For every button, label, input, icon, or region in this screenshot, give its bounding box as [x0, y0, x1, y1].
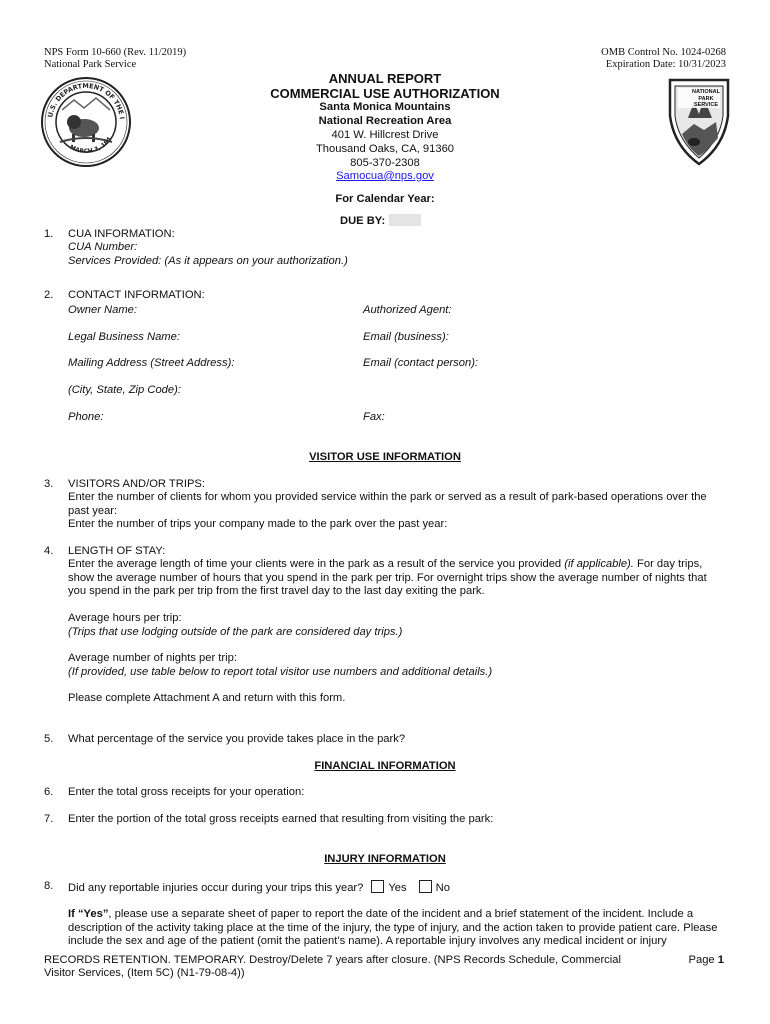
- section-number: 8.: [44, 880, 54, 892]
- length-of-stay-heading: LENGTH OF STAY:: [68, 545, 166, 557]
- injury-yes-label: Yes: [388, 882, 407, 894]
- financial-heading: FINANCIAL INFORMATION: [314, 760, 456, 772]
- section-number: 7.: [44, 813, 54, 825]
- city-state-zip-label: (City, State, Zip Code):: [68, 384, 181, 396]
- park-name-line1: Santa Monica Mountains: [319, 101, 451, 113]
- records-retention-note: RECORDS RETENTION. TEMPORARY. Destroy/Delete 7 years after closure. (NPS Records Schedule, Commercial Visitor Services, (Item 5C) (N1-79-08-4)): [44, 954, 621, 979]
- legal-business-name-label: Legal Business Name:: [68, 331, 180, 343]
- section-number: 4.: [44, 545, 54, 557]
- report-title: ANNUAL REPORT: [328, 71, 442, 86]
- attachment-instruction: Please complete Attachment A and return with this form.: [68, 692, 346, 704]
- average-nights-label: Average number of nights per trip:: [68, 652, 237, 664]
- section-number: 2.: [44, 289, 54, 301]
- park-phone: 805-370-2308: [350, 157, 420, 169]
- contact-info-heading: CONTACT INFORMATION:: [68, 289, 205, 301]
- phone-label: Phone:: [68, 411, 104, 423]
- section-number: 3.: [44, 478, 54, 490]
- park-gross-receipts-label: Enter the portion of the total gross receipts earned that resulting from visiting the park:: [68, 813, 494, 825]
- service-percentage-question: What percentage of the service you provide takes place in the park?: [68, 733, 406, 745]
- mailing-address-label: Mailing Address (Street Address):: [68, 357, 235, 369]
- section-number: 1.: [44, 228, 54, 240]
- form-number: NPS Form 10-660 (Rev. 11/2019): [44, 47, 187, 58]
- svg-text:U.S. DEPARTMENT OF THE INTERIO: U.S. DEPARTMENT OF THE I: [46, 81, 126, 120]
- page-number: Page 1: [688, 954, 724, 966]
- cua-info-heading: CUA INFORMATION:: [68, 228, 175, 240]
- nps-logo-word-1: NATIONAL: [691, 89, 720, 95]
- injury-yes-checkbox[interactable]: [371, 880, 384, 893]
- section-number: 5.: [44, 733, 54, 745]
- park-email-link[interactable]: Samocua@nps.gov: [336, 170, 434, 182]
- visitors-trips-heading: VISITORS AND/OR TRIPS:: [68, 478, 205, 490]
- nps-logo-word-2: PARK: [698, 95, 714, 102]
- nps-logo-word-3: SERVICE: [693, 102, 719, 108]
- average-hours-label: Average hours per trip:: [68, 612, 182, 624]
- due-by-label: DUE BY:: [340, 215, 386, 227]
- calendar-year-label: For Calendar Year:: [335, 193, 435, 205]
- section-number: 6.: [44, 786, 54, 798]
- due-by-field[interactable]: [389, 214, 421, 226]
- cua-number-label: CUA Number:: [68, 241, 138, 253]
- average-nights-note: (If provided, use table below to report total visitor use numbers and additional details.): [68, 666, 493, 678]
- park-street-address: 401 W. Hillcrest Drive: [331, 129, 439, 141]
- email-contact-label: Email (contact person):: [363, 357, 479, 369]
- injury-instruction: If “Yes”, please use a separate sheet of paper to report the date of the incident and a brief statement of the incident. Include a description of the activity taking place at the time of the injury, the type of injury, and the action taken to provide patient care. Please include the sex and age of the patient (omit the patient’s name). A reportable injury involves any medical incident or injury: [68, 908, 718, 947]
- report-subtitle: COMMERCIAL USE AUTHORIZATION: [270, 86, 500, 101]
- svg-text:MARCH 3, 1849: MARCH 3, 184: [68, 135, 114, 156]
- clients-count-instruction: Enter the number of clients for whom you provided service within the park or served as a result of park-based operations over the past year:: [68, 491, 707, 517]
- length-of-stay-instruction: Enter the average length of time your clients were in the park as a result of the service you provided (if applicable). For day trips, show the average number of hours that you spend in the park per trip. For overnight trips show the average number of nights that you spend in the park per trip from the first travel day to the last day exiting the park.: [68, 558, 707, 597]
- omb-control-number: OMB Control No. 1024-0268: [601, 47, 726, 58]
- trips-count-instruction: Enter the number of trips your company made to the park over the past year:: [68, 518, 448, 530]
- total-gross-receipts-label: Enter the total gross receipts for your operation:: [68, 786, 305, 798]
- fax-label: Fax:: [363, 411, 385, 423]
- email-business-label: Email (business):: [363, 331, 449, 343]
- owner-name-label: Owner Name:: [68, 304, 138, 316]
- park-city-address: Thousand Oaks, CA, 91360: [315, 143, 455, 155]
- services-provided-label: Services Provided: (As it appears on your authorization.): [68, 255, 348, 267]
- park-name-line2: National Recreation Area: [318, 115, 452, 127]
- authorized-agent-label: Authorized Agent:: [363, 304, 452, 316]
- injury-question: Did any reportable injuries occur during your trips this year?: [68, 882, 364, 894]
- agency-name: National Park Service: [44, 59, 137, 70]
- injury-question-row: [68, 880, 450, 894]
- expiration-date: Expiration Date: 10/31/2023: [605, 59, 726, 70]
- visitor-use-heading: VISITOR USE INFORMATION: [309, 451, 461, 463]
- injury-heading: INJURY INFORMATION: [324, 853, 446, 865]
- injury-no-label: No: [435, 882, 450, 894]
- injury-no-checkbox[interactable]: [419, 880, 432, 893]
- average-hours-note: (Trips that use lodging outside of the park are considered day trips.): [68, 626, 403, 638]
